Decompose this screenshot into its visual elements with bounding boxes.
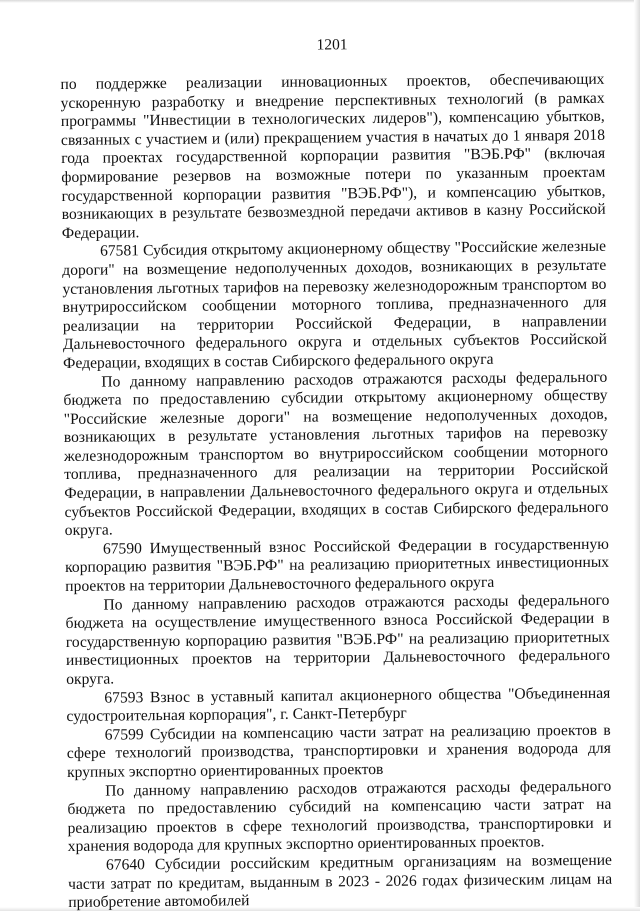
paragraph-description-67590: По данному направлению расходов отражаются расходы федерального бюджета на осуществление имущественного взноса Российской Федерации в государственную корпорацию развития "ВЭБ.РФ" на реализацию приоритетных инвестиционных проектов на территории Дальневосточного федерального округа. [65,591,611,688]
paragraph-code-67599: 67599 Субсидии на компенсацию части затрат на реализацию проектов в сфере технологий производства, транспортировки и хранения водорода для крупных экспортно ориентированных проектов [66,721,611,781]
paragraph-description-67581: По данному направлению расходов отражаются расходы федерального бюджета по предоставлению субсидии открытому акционерному обществу "Российские железные дороги" на возмещение недополученных доходов, возникающих в результате установления льготных тарифов на перевозку железнодорожным транспортом во внутрироссийском сообщении моторного топлива, предназначенного для реализации на территории Российской Федерации, в направлении Дальневосточного федерального округа и отдельных субъектов Российской Федерации, входящих в состав Сибирского федерального округа. [63,368,609,540]
scan-edge-top [0,0,640,3]
paragraph-continuation: по поддержке реализации инновационных проектов, обеспечивающих ускоренную разработку и внедрение перспективных технологий (в рамках программы "Инвестиции в технологических лидеров"), компенсацию убытков, связанных с участием и (или) прекращением участия в начатых до 1 января 2018 года проектах государственной корпорации развития "ВЭБ.РФ" (включая формирование резервов на возможные потери по указанным проектам государственной корпорации развития "ВЭБ.РФ"), и компенсацию убытков, возникающих в результате безвозмездной передачи активов в казну Российской Федерации. [60,70,606,242]
document-page [60,33,612,913]
paragraph-code-67593: 67593 Взнос в уставный капитал акционерного общества "Объединенная судостроительная корпорация", г. Санкт-Петербург [66,684,611,726]
paragraph-code-67590: 67590 Имущественный взнос Российской Федерации в государственную корпорацию развития "ВЭБ.РФ" на реализацию приоритетных инвестиционных проектов на территории Дальневосточного федерального округа [65,535,610,596]
page-number: 1201 [316,36,348,54]
paragraph-code-67640: 67640 Субсидии российским кредитным организациям на возмещение части затрат по кредитам, выданным в 2023 - 2026 годах физическим лицам на приобретение автомобилей [68,851,613,912]
paragraph-description-67599: По данному направлению расходов отражаются расходы федерального бюджета по предоставлению субсидий на компенсацию части затрат на реализацию проектов в сфере технологий производства, транспортировки и хранения водорода для крупных экспортно ориентированных проектов. [67,777,612,856]
paragraph-code-67581: 67581 Субсидия открытому акционерному обществу "Российские железные дороги" на возмещение недополученных доходов, возникающих в результате установления льготных тарифов на перевозку железнодорожным транспортом во внутрироссийском сообщении моторного топлива, предназначенного для реализации на территории Российской Федерации, в направлении Дальневосточного федерального округа и отдельных субъектов Российской Федерации, входящих в состав Сибирского федерального округа [62,238,608,372]
scan-edge-right [634,0,640,911]
